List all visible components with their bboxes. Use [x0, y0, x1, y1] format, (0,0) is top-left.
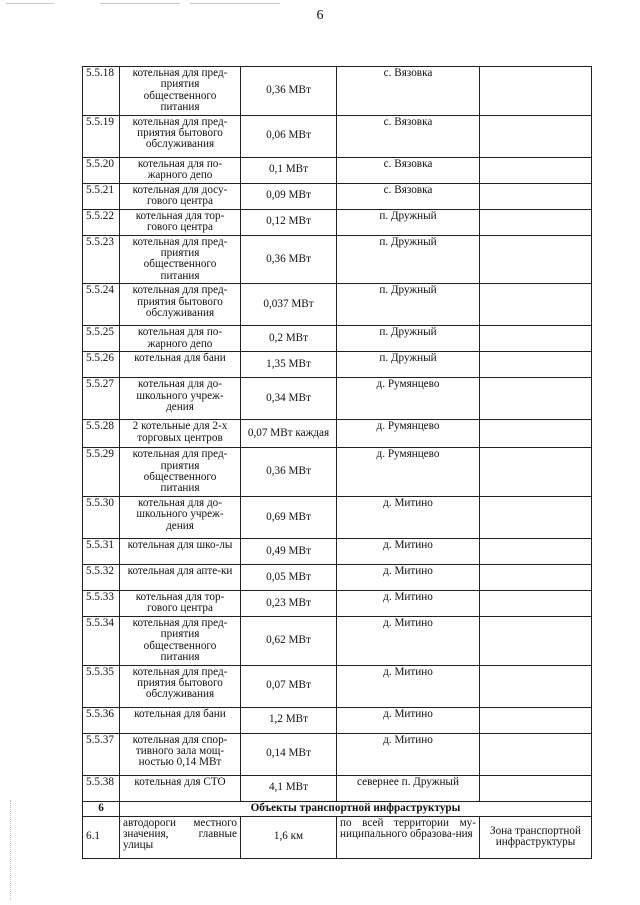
row-number: 5.5.20 — [83, 157, 120, 183]
row-zone — [480, 775, 592, 801]
row-capacity: 0,49 МВт — [241, 538, 337, 564]
row-location: д. Митино — [337, 733, 480, 775]
table-row — [83, 590, 592, 616]
row-number: 5.5.36 — [83, 707, 120, 733]
row-object-name: котельная для пред-приятия общественного питания — [120, 616, 241, 665]
row-number: 5.5.19 — [83, 115, 120, 157]
row-object-name: котельная для тор-гового центра — [120, 590, 241, 616]
row-capacity: 0,62 МВт — [241, 616, 337, 665]
row-object-name: котельная для тор-гового центра — [120, 209, 241, 235]
section-row — [83, 801, 592, 816]
row-capacity: 0,07 МВт — [241, 665, 337, 707]
row-location: д. Митино — [337, 496, 480, 538]
table-row — [83, 284, 592, 326]
row-location: по всей территории му-ниципального образова-ния — [337, 816, 480, 858]
row-zone — [480, 616, 592, 665]
row-object-name: автодороги местного значения, главные улицы — [120, 816, 241, 858]
table-row — [83, 157, 592, 183]
row-object-name: 2 котельные для 2-х торговых центров — [120, 420, 241, 448]
row-capacity: 1,2 МВт — [241, 707, 337, 733]
table-row — [83, 496, 592, 538]
row-capacity: 4,1 МВт — [241, 775, 337, 801]
row-location: п. Дружный — [337, 209, 480, 235]
row-location: с. Вязовка — [337, 115, 480, 157]
table-row — [83, 352, 592, 378]
row-zone — [480, 538, 592, 564]
row-location: д. Митино — [337, 538, 480, 564]
row-object-name: котельная для пред-приятия бытового обслуживания — [120, 115, 241, 157]
table-row-6-1 — [83, 816, 592, 858]
table-row — [83, 665, 592, 707]
row-number: 5.5.21 — [83, 183, 120, 209]
row-location: п. Дружный — [337, 326, 480, 352]
row-capacity: 0,09 МВт — [241, 183, 337, 209]
table-row — [83, 564, 592, 590]
table-row — [83, 775, 592, 801]
row-capacity: 0,07 МВт каждая — [241, 420, 337, 448]
row-location: с. Вязовка — [337, 67, 480, 116]
row-capacity: 1,6 км — [241, 816, 337, 858]
row-capacity: 0,23 МВт — [241, 590, 337, 616]
row-zone — [480, 564, 592, 590]
row-object-name: котельная для пред-приятия бытового обслуживания — [120, 284, 241, 326]
section-title: Объекты транспортной инфраструктуры — [120, 801, 592, 816]
row-capacity: 0,2 МВт — [241, 326, 337, 352]
row-number: 5.5.32 — [83, 564, 120, 590]
scan-edge-line-top-right — [190, 3, 280, 4]
row-zone — [480, 733, 592, 775]
row-object-name: котельная для по-жарного депо — [120, 157, 241, 183]
table-row — [83, 235, 592, 284]
row-object-name: котельная для СТО — [120, 775, 241, 801]
row-zone — [480, 157, 592, 183]
scan-edge-line-left — [6, 3, 54, 4]
section-number: 6 — [83, 801, 120, 816]
row-zone — [480, 209, 592, 235]
row-number: 5.5.25 — [83, 326, 120, 352]
row-object-name: котельная для бани — [120, 707, 241, 733]
row-capacity: 0,12 МВт — [241, 209, 337, 235]
row-object-name: котельная для по-жарного депо — [120, 326, 241, 352]
row-zone — [480, 67, 592, 116]
row-location: п. Дружный — [337, 352, 480, 378]
row-number: 5.5.29 — [83, 448, 120, 497]
row-object-name: котельная для пред-приятия бытового обслуживания — [120, 665, 241, 707]
row-capacity: 0,34 МВт — [241, 378, 337, 420]
page-number: 6 — [316, 8, 324, 23]
row-location: д. Митино — [337, 707, 480, 733]
row-zone — [480, 183, 592, 209]
row-zone — [480, 326, 592, 352]
table-row — [83, 616, 592, 665]
row-zone — [480, 590, 592, 616]
row-location: д. Румянцево — [337, 448, 480, 497]
row-object-name: котельная для шко-лы — [120, 538, 241, 564]
row-number: 5.5.22 — [83, 209, 120, 235]
table-row — [83, 707, 592, 733]
row-zone — [480, 352, 592, 378]
row-location: д. Митино — [337, 564, 480, 590]
row-capacity: 0,1 МВт — [241, 157, 337, 183]
row-zone — [480, 496, 592, 538]
row-zone — [480, 665, 592, 707]
row-zone — [480, 707, 592, 733]
row-capacity: 0,36 МВт — [241, 448, 337, 497]
row-object-name: котельная для до-школьного учреж-дения — [120, 378, 241, 420]
row-object-name: котельная для досу-гового центра — [120, 183, 241, 209]
row-capacity: 0,037 МВт — [241, 284, 337, 326]
row-object-name: котельная для пред-приятия общественного питания — [120, 235, 241, 284]
row-number: 6.1 — [83, 816, 120, 858]
table-row — [83, 420, 592, 448]
scan-edge-line-top — [100, 3, 180, 4]
row-capacity: 0,14 МВт — [241, 733, 337, 775]
row-location: д. Румянцево — [337, 378, 480, 420]
row-capacity: 0,36 МВт — [241, 235, 337, 284]
row-number: 5.5.23 — [83, 235, 120, 284]
row-zone — [480, 448, 592, 497]
row-number: 5.5.26 — [83, 352, 120, 378]
table-row — [83, 378, 592, 420]
row-zone — [480, 420, 592, 448]
table-row — [83, 448, 592, 497]
row-number: 5.5.31 — [83, 538, 120, 564]
table-row — [83, 733, 592, 775]
row-capacity: 0,06 МВт — [241, 115, 337, 157]
row-zone: Зона транспортной инфраструктуры — [480, 816, 592, 858]
row-location: с. Вязовка — [337, 183, 480, 209]
row-location: севернее п. Дружный — [337, 775, 480, 801]
row-location: д. Митино — [337, 590, 480, 616]
table-row — [83, 538, 592, 564]
row-zone — [480, 115, 592, 157]
row-object-name: котельная для пред-приятия общественного питания — [120, 67, 241, 116]
row-capacity: 0,05 МВт — [241, 564, 337, 590]
row-number: 5.5.28 — [83, 420, 120, 448]
row-location: п. Дружный — [337, 284, 480, 326]
row-number: 5.5.37 — [83, 733, 120, 775]
row-number: 5.5.18 — [83, 67, 120, 116]
row-object-name: котельная для бани — [120, 352, 241, 378]
row-number: 5.5.24 — [83, 284, 120, 326]
row-location: с. Вязовка — [337, 157, 480, 183]
table-row — [83, 115, 592, 157]
row-number: 5.5.34 — [83, 616, 120, 665]
row-capacity: 0,69 МВт — [241, 496, 337, 538]
row-number: 5.5.27 — [83, 378, 120, 420]
scan-edge-dots — [10, 800, 12, 900]
table-row — [83, 326, 592, 352]
row-number: 5.5.35 — [83, 665, 120, 707]
row-location: д. Митино — [337, 665, 480, 707]
row-location: д. Румянцево — [337, 420, 480, 448]
row-object-name: котельная для апте-ки — [120, 564, 241, 590]
row-object-name: котельная для спор-тивного зала мощ-ностью 0,14 МВт — [120, 733, 241, 775]
row-object-name: котельная для до-школьного учреж-дения — [120, 496, 241, 538]
table-body — [83, 67, 592, 859]
row-number: 5.5.38 — [83, 775, 120, 801]
row-capacity: 0,36 МВт — [241, 67, 337, 116]
table-row — [83, 183, 592, 209]
row-location: д. Митино — [337, 616, 480, 665]
row-zone — [480, 284, 592, 326]
row-zone — [480, 378, 592, 420]
table-row — [83, 67, 592, 116]
infrastructure-table — [82, 66, 592, 859]
row-zone — [480, 235, 592, 284]
row-number: 5.5.33 — [83, 590, 120, 616]
row-number: 5.5.30 — [83, 496, 120, 538]
row-object-name: котельная для пред-приятия общественного питания — [120, 448, 241, 497]
row-capacity: 1,35 МВт — [241, 352, 337, 378]
row-location: п. Дружный — [337, 235, 480, 284]
table-row — [83, 209, 592, 235]
